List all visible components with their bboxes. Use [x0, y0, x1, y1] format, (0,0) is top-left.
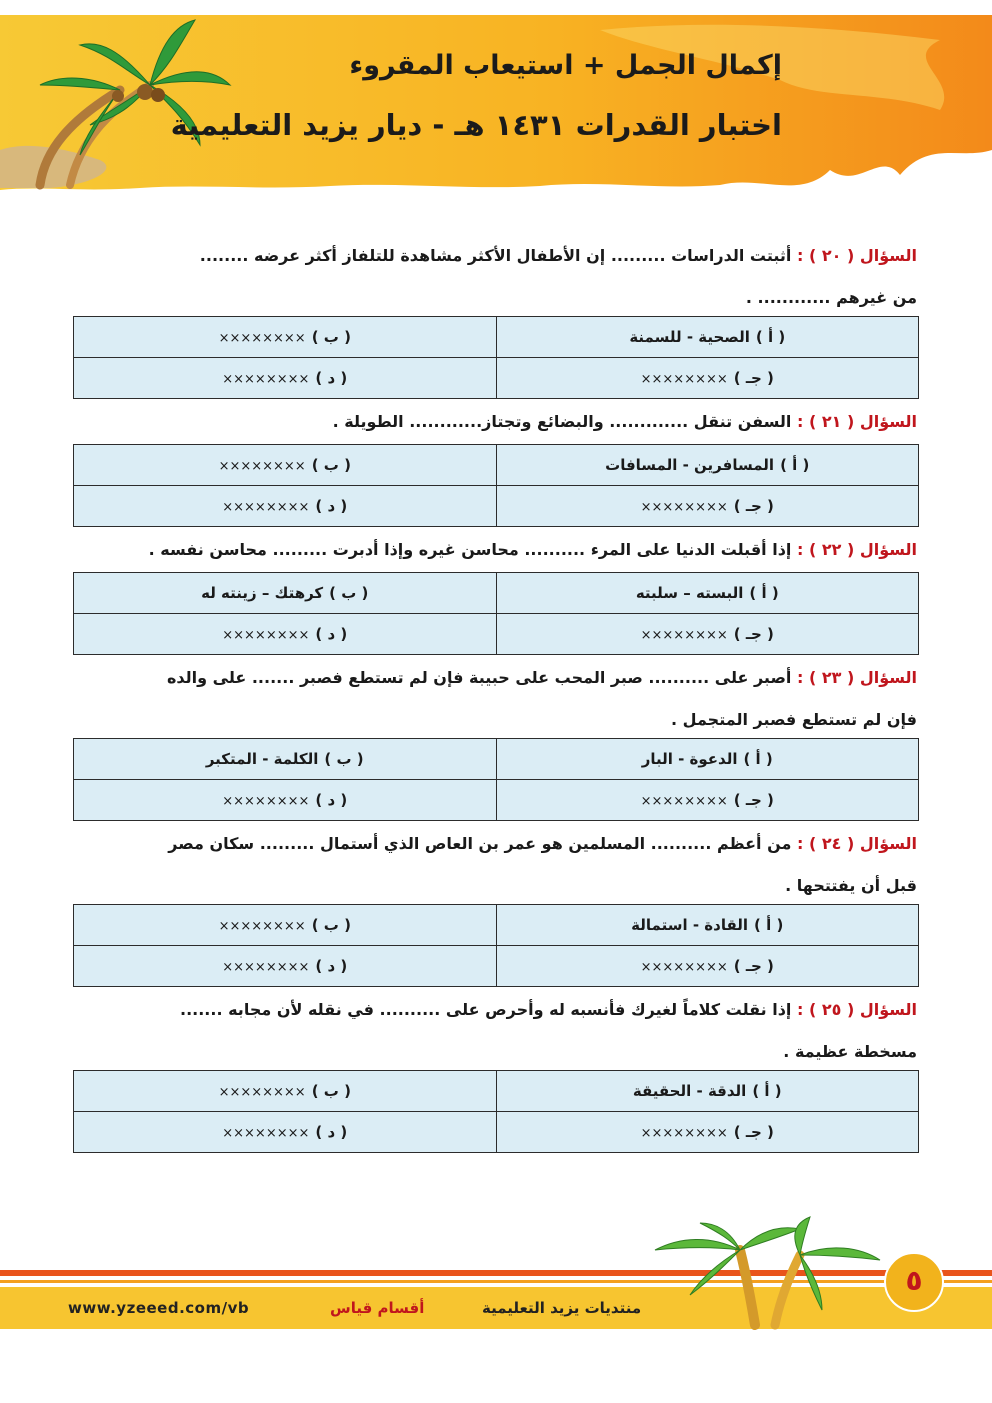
- footer-section-label: أقسام قياس: [330, 1299, 425, 1317]
- option-c[interactable]: ( جـ )××××××××: [496, 358, 919, 399]
- option-b[interactable]: ( ب )××××××××: [74, 1071, 497, 1112]
- options-table: [73, 1070, 919, 1153]
- question-text: [73, 534, 919, 572]
- question-label: السؤال ( ٢١ ) :: [796, 412, 917, 431]
- options-table: [73, 316, 919, 399]
- question-line-2: من غيرهم ............ .: [745, 288, 917, 307]
- option-c[interactable]: ( جـ )××××××××: [496, 486, 919, 527]
- option-a[interactable]: ( أ )القادة - استمالة: [496, 905, 919, 946]
- question-21: [73, 406, 919, 527]
- option-b[interactable]: ( ب )××××××××: [74, 445, 497, 486]
- question-22: [73, 534, 919, 655]
- options-table: [73, 738, 919, 821]
- option-d[interactable]: ( د )××××××××: [74, 486, 497, 527]
- question-text: [73, 994, 919, 1070]
- option-a[interactable]: ( أ )الدقة - الحقيقة: [496, 1071, 919, 1112]
- page-header: [0, 0, 992, 205]
- question-label: السؤال ( ٢٠ ) :: [796, 246, 917, 265]
- option-b[interactable]: ( ب )كرهتك – زينته له: [74, 573, 497, 614]
- option-c[interactable]: ( جـ )××××××××: [496, 946, 919, 987]
- question-24: [73, 828, 919, 987]
- option-c[interactable]: ( جـ )××××××××: [496, 1112, 919, 1153]
- question-line-1: أثبتت الدراسات ......... إن الأطفال الأكثر مشاهدة للتلفاز أكثر عرضه ........: [199, 246, 792, 265]
- option-b[interactable]: ( ب )××××××××: [74, 905, 497, 946]
- option-b[interactable]: ( ب )الكلمة - المتكبر: [74, 739, 497, 780]
- question-label: السؤال ( ٢٣ ) :: [796, 668, 917, 687]
- option-c[interactable]: ( جـ )××××××××: [496, 614, 919, 655]
- question-line-2: فإن لم تستطع فصبر المتجمل .: [671, 710, 917, 729]
- question-line-1: السفن تنقل ............. والبضائع وتجتاز............ الطويلة .: [332, 412, 792, 431]
- question-label: السؤال ( ٢٤ ) :: [796, 834, 917, 853]
- questions-section: [73, 240, 919, 1160]
- page-number-badge: ٥: [884, 1252, 944, 1312]
- page-footer: [0, 1215, 992, 1345]
- question-line-1: أصبر على .......... صبر المحب على حبيبة فإن لم تستطع فصبر ....... على والده: [166, 668, 792, 687]
- option-b[interactable]: ( ب )××××××××: [74, 317, 497, 358]
- option-d[interactable]: ( د )××××××××: [74, 1112, 497, 1153]
- options-table: [73, 904, 919, 987]
- question-20: [73, 240, 919, 399]
- option-a[interactable]: ( أ )البسته – سلبته: [496, 573, 919, 614]
- option-c[interactable]: ( جـ )××××××××: [496, 780, 919, 821]
- question-text: [73, 406, 919, 444]
- options-table: [73, 572, 919, 655]
- question-line-1: من أعظم .......... المسلمين هو عمر بن العاص الذي أستمال ......... سكان مصر: [168, 834, 792, 853]
- question-text: [73, 240, 919, 316]
- question-line-2: قبل أن يفتتحها .: [785, 876, 917, 895]
- footer-forum-name: منتديات يزيد التعليمية: [482, 1299, 642, 1317]
- footer-palm-graphic: [0, 1215, 992, 1345]
- question-25: [73, 994, 919, 1153]
- header-title-line2: اختبار القدرات ١٤٣١ هـ - ديار يزيد التعليمية: [170, 108, 782, 142]
- question-line-1: إذا أقبلت الدنيا على المرء .......... محاسن غيره وإذا أدبرت ......... محاسن نفسه .: [148, 540, 792, 559]
- header-banner-graphic: [0, 0, 992, 205]
- question-text: [73, 828, 919, 904]
- question-label: السؤال ( ٢٢ ) :: [796, 540, 917, 559]
- option-d[interactable]: ( د )××××××××: [74, 614, 497, 655]
- option-a[interactable]: ( أ )الصحية - للسمنة: [496, 317, 919, 358]
- option-a[interactable]: ( أ )الدعوة - البار: [496, 739, 919, 780]
- footer-website-link[interactable]: www.yzeeed.com/vb: [68, 1299, 250, 1317]
- option-a[interactable]: ( أ )المسافرين - المسافات: [496, 445, 919, 486]
- option-d[interactable]: ( د )××××××××: [74, 946, 497, 987]
- question-label: السؤال ( ٢٥ ) :: [796, 1000, 917, 1019]
- option-d[interactable]: ( د )××××××××: [74, 780, 497, 821]
- question-text: [73, 662, 919, 738]
- question-line-1: إذا نقلت كلاماً لغيرك فأنسبه له وأحرص على .......... في نقله لأن مجابه .......: [179, 1000, 792, 1019]
- question-line-2: مسخطة عظيمة .: [783, 1042, 917, 1061]
- option-d[interactable]: ( د )××××××××: [74, 358, 497, 399]
- options-table: [73, 444, 919, 527]
- header-title-line1: إكمال الجمل + استيعاب المقروء: [349, 50, 782, 81]
- question-23: [73, 662, 919, 821]
